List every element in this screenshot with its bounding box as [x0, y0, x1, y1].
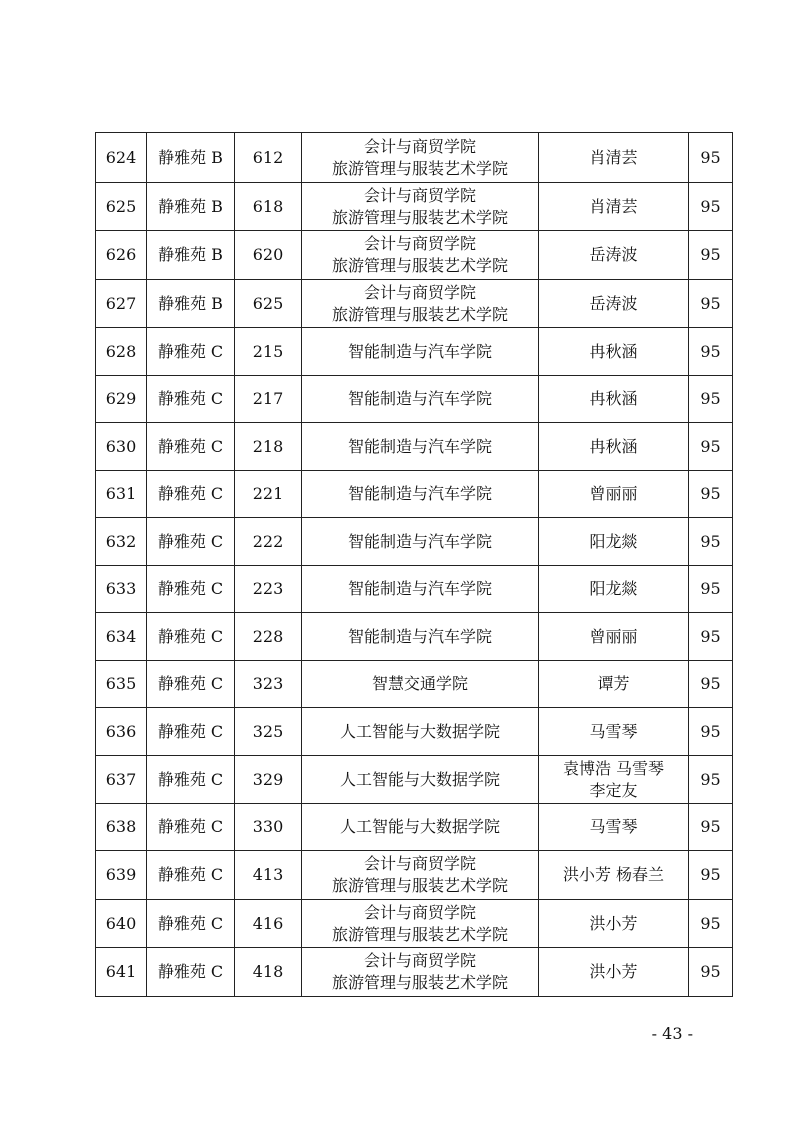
building-cell — [147, 900, 235, 948]
building-cell — [147, 183, 235, 231]
college-cell-text: 会计与商贸学院 旅游管理与服装艺术学院 — [331, 282, 508, 324]
room-number-cell-text: 221 — [252, 484, 284, 503]
college-cell — [302, 423, 539, 471]
building-cell-text: 静雅苑 B — [158, 196, 223, 216]
row-number-cell — [96, 133, 147, 183]
room-number-cell — [235, 280, 302, 328]
building-cell-text: 静雅苑 C — [157, 721, 224, 741]
college-cell — [302, 280, 539, 328]
score-cell — [689, 280, 733, 328]
building-cell — [147, 948, 235, 997]
page-number-text: - 43 - — [651, 1024, 693, 1043]
room-number-cell — [235, 708, 302, 756]
dormitory-score-table — [95, 132, 733, 997]
score-cell — [689, 566, 733, 613]
building-cell — [147, 133, 235, 183]
college-cell-text: 人工智能与大数据学院 — [339, 721, 500, 741]
room-number-cell — [235, 231, 302, 280]
score-cell — [689, 376, 733, 423]
room-number-cell-text: 418 — [252, 962, 284, 981]
row-number-cell — [96, 756, 147, 804]
teacher-cell-text: 冉秋涵 — [589, 389, 638, 408]
college-cell — [302, 661, 539, 708]
row-number-cell-text: 633 — [105, 579, 137, 598]
college-cell-text: 智能制造与汽车学院 — [347, 389, 492, 408]
row-number-cell-text: 625 — [105, 196, 137, 216]
college-cell-text: 智慧交通学院 — [371, 674, 468, 693]
score-cell-text: 95 — [700, 389, 721, 408]
room-number-cell — [235, 133, 302, 183]
row-number-cell — [96, 804, 147, 851]
building-cell-text: 静雅苑 C — [157, 436, 224, 456]
table-row — [96, 231, 733, 280]
room-number-cell — [235, 804, 302, 851]
teacher-cell-text: 阳龙燚 — [589, 579, 638, 598]
building-cell — [147, 280, 235, 328]
college-cell-text: 会计与商贸学院 旅游管理与服装艺术学院 — [331, 951, 508, 992]
college-cell-text: 智能制造与汽车学院 — [347, 579, 492, 598]
room-number-cell — [235, 423, 302, 471]
college-cell-text: 会计与商贸学院 旅游管理与服装艺术学院 — [331, 902, 508, 944]
score-cell-text: 95 — [700, 579, 721, 598]
building-cell-text: 静雅苑 C — [157, 341, 224, 361]
score-cell — [689, 133, 733, 183]
score-cell — [689, 900, 733, 948]
row-number-cell — [96, 183, 147, 231]
row-number-cell-text: 630 — [105, 436, 137, 456]
row-number-cell — [96, 900, 147, 948]
room-number-cell-text: 625 — [252, 293, 284, 313]
college-cell-text: 人工智能与大数据学院 — [339, 817, 500, 836]
score-cell — [689, 471, 733, 518]
building-cell — [147, 613, 235, 661]
room-number-cell — [235, 183, 302, 231]
table-row — [96, 133, 733, 183]
score-cell-text: 95 — [700, 436, 721, 456]
table-row — [96, 328, 733, 376]
teacher-cell — [539, 661, 689, 708]
teacher-cell — [539, 328, 689, 376]
row-number-cell-text: 627 — [105, 293, 137, 313]
row-number-cell — [96, 423, 147, 471]
score-cell-text: 95 — [700, 721, 721, 741]
college-cell — [302, 900, 539, 948]
college-cell-text: 智能制造与汽车学院 — [347, 626, 492, 646]
row-number-cell-text: 631 — [105, 484, 137, 503]
row-number-cell — [96, 851, 147, 900]
building-cell-text: 静雅苑 B — [158, 245, 223, 264]
teacher-cell-text: 马雪琴 — [589, 721, 638, 741]
building-cell — [147, 328, 235, 376]
score-cell — [689, 183, 733, 231]
score-cell — [689, 756, 733, 804]
table-row — [96, 183, 733, 231]
teacher-cell — [539, 708, 689, 756]
teacher-cell — [539, 280, 689, 328]
row-number-cell-text: 640 — [105, 913, 137, 933]
teacher-cell-text: 曾丽丽 — [589, 484, 638, 503]
table-row — [96, 804, 733, 851]
score-cell — [689, 804, 733, 851]
building-cell-text: 静雅苑 C — [157, 389, 224, 408]
college-cell — [302, 518, 539, 566]
teacher-cell — [539, 133, 689, 183]
college-cell — [302, 851, 539, 900]
score-cell-text: 95 — [700, 913, 721, 933]
row-number-cell — [96, 708, 147, 756]
teacher-cell — [539, 231, 689, 280]
score-cell-text: 95 — [700, 674, 721, 693]
room-number-cell — [235, 948, 302, 997]
college-cell-text: 人工智能与大数据学院 — [339, 769, 500, 789]
teacher-cell-text: 洪小芳 — [589, 962, 638, 981]
college-cell — [302, 756, 539, 804]
score-cell — [689, 661, 733, 708]
college-cell — [302, 948, 539, 997]
room-number-cell-text: 228 — [252, 626, 284, 646]
building-cell — [147, 804, 235, 851]
building-cell-text: 静雅苑 C — [157, 484, 224, 503]
building-cell — [147, 661, 235, 708]
score-cell-text: 95 — [700, 962, 721, 981]
row-number-cell — [96, 566, 147, 613]
building-cell-text: 静雅苑 C — [157, 769, 224, 789]
building-cell — [147, 708, 235, 756]
row-number-cell-text: 634 — [105, 626, 137, 646]
teacher-cell — [539, 423, 689, 471]
table-row — [96, 948, 733, 997]
college-cell-text: 智能制造与汽车学院 — [347, 436, 492, 456]
page-number — [0, 1024, 793, 1048]
building-cell — [147, 471, 235, 518]
row-number-cell — [96, 328, 147, 376]
teacher-cell — [539, 804, 689, 851]
row-number-cell-text: 629 — [105, 389, 137, 408]
score-cell-text: 95 — [700, 531, 721, 551]
score-cell-text: 95 — [700, 769, 721, 789]
table-row — [96, 566, 733, 613]
row-number-cell — [96, 518, 147, 566]
table-row — [96, 518, 733, 566]
score-cell — [689, 613, 733, 661]
college-cell — [302, 328, 539, 376]
teacher-cell — [539, 376, 689, 423]
score-cell-text: 95 — [700, 147, 721, 167]
room-number-cell — [235, 661, 302, 708]
college-cell — [302, 613, 539, 661]
score-cell — [689, 518, 733, 566]
room-number-cell-text: 329 — [252, 769, 284, 789]
teacher-cell — [539, 948, 689, 997]
score-cell-text: 95 — [700, 196, 721, 216]
building-cell — [147, 756, 235, 804]
row-number-cell-text: 635 — [105, 674, 137, 693]
room-number-cell-text: 323 — [252, 674, 284, 693]
teacher-cell-text: 马雪琴 — [589, 817, 638, 836]
teacher-cell — [539, 756, 689, 804]
score-cell — [689, 948, 733, 997]
score-cell — [689, 851, 733, 900]
row-number-cell — [96, 948, 147, 997]
building-cell — [147, 376, 235, 423]
teacher-cell-text: 冉秋涵 — [589, 341, 638, 361]
building-cell-text: 静雅苑 B — [158, 147, 223, 167]
room-number-cell-text: 620 — [252, 245, 284, 264]
teacher-cell — [539, 183, 689, 231]
teacher-cell-text: 阳龙燚 — [589, 531, 638, 551]
building-cell-text: 静雅苑 C — [157, 579, 224, 598]
table-body — [96, 133, 733, 997]
college-cell — [302, 376, 539, 423]
row-number-cell — [96, 613, 147, 661]
college-cell-text: 会计与商贸学院 旅游管理与服装艺术学院 — [331, 136, 508, 178]
room-number-cell-text: 413 — [252, 865, 284, 884]
row-number-cell — [96, 376, 147, 423]
building-cell — [147, 851, 235, 900]
room-number-cell-text: 217 — [252, 389, 284, 408]
table-row — [96, 423, 733, 471]
teacher-cell — [539, 900, 689, 948]
teacher-cell-text: 袁博浩 马雪琴 李定友 — [562, 758, 665, 800]
row-number-cell — [96, 231, 147, 280]
score-cell-text: 95 — [700, 484, 721, 503]
teacher-cell-text: 冉秋涵 — [589, 436, 638, 456]
teacher-cell — [539, 471, 689, 518]
building-cell-text: 静雅苑 B — [158, 293, 223, 313]
college-cell — [302, 183, 539, 231]
teacher-cell — [539, 518, 689, 566]
teacher-cell — [539, 851, 689, 900]
building-cell-text: 静雅苑 C — [157, 674, 224, 693]
row-number-cell-text: 641 — [105, 962, 137, 981]
room-number-cell — [235, 900, 302, 948]
room-number-cell-text: 325 — [252, 721, 284, 741]
room-number-cell — [235, 328, 302, 376]
college-cell-text: 智能制造与汽车学院 — [347, 531, 492, 551]
teacher-cell-text: 岳涛波 — [589, 293, 638, 313]
row-number-cell — [96, 661, 147, 708]
score-cell-text: 95 — [700, 865, 721, 884]
row-number-cell-text: 637 — [105, 769, 137, 789]
college-cell-text: 智能制造与汽车学院 — [347, 341, 492, 361]
room-number-cell-text: 222 — [252, 531, 284, 551]
room-number-cell — [235, 518, 302, 566]
row-number-cell-text: 624 — [105, 147, 137, 167]
room-number-cell — [235, 756, 302, 804]
score-cell — [689, 328, 733, 376]
score-cell — [689, 231, 733, 280]
room-number-cell-text: 215 — [252, 341, 284, 361]
teacher-cell-text: 曾丽丽 — [589, 626, 638, 646]
table-row — [96, 613, 733, 661]
room-number-cell-text: 223 — [252, 579, 284, 598]
teacher-cell — [539, 566, 689, 613]
room-number-cell-text: 416 — [252, 913, 284, 933]
row-number-cell-text: 639 — [105, 865, 137, 884]
building-cell — [147, 231, 235, 280]
table-row — [96, 280, 733, 328]
building-cell — [147, 518, 235, 566]
teacher-cell-text: 洪小芳 杨春兰 — [562, 865, 665, 884]
college-cell — [302, 231, 539, 280]
building-cell-text: 静雅苑 C — [157, 962, 224, 981]
score-cell-text: 95 — [700, 245, 721, 264]
table-row — [96, 376, 733, 423]
room-number-cell — [235, 851, 302, 900]
teacher-cell-text: 谭芳 — [597, 674, 630, 693]
teacher-cell-text: 肖清芸 — [589, 147, 638, 167]
college-cell-text: 会计与商贸学院 旅游管理与服装艺术学院 — [331, 185, 508, 227]
room-number-cell — [235, 471, 302, 518]
building-cell-text: 静雅苑 C — [157, 817, 224, 836]
room-number-cell-text: 330 — [252, 817, 284, 836]
college-cell — [302, 708, 539, 756]
building-cell-text: 静雅苑 C — [157, 626, 224, 646]
table-row — [96, 851, 733, 900]
building-cell-text: 静雅苑 C — [157, 531, 224, 551]
teacher-cell-text: 肖清芸 — [589, 196, 638, 216]
score-cell-text: 95 — [700, 626, 721, 646]
college-cell — [302, 133, 539, 183]
table-row — [96, 756, 733, 804]
room-number-cell-text: 618 — [252, 196, 284, 216]
room-number-cell — [235, 566, 302, 613]
score-cell-text: 95 — [700, 817, 721, 836]
room-number-cell-text: 612 — [252, 147, 284, 167]
row-number-cell-text: 638 — [105, 817, 137, 836]
teacher-cell — [539, 613, 689, 661]
score-cell-text: 95 — [700, 341, 721, 361]
room-number-cell-text: 218 — [252, 436, 284, 456]
row-number-cell — [96, 471, 147, 518]
room-number-cell — [235, 376, 302, 423]
table-row — [96, 661, 733, 708]
teacher-cell-text: 洪小芳 — [589, 913, 638, 933]
table-row — [96, 708, 733, 756]
college-cell-text: 会计与商贸学院 旅游管理与服装艺术学院 — [331, 854, 508, 895]
table-row — [96, 471, 733, 518]
building-cell-text: 静雅苑 C — [157, 865, 224, 884]
score-cell — [689, 423, 733, 471]
college-cell-text: 智能制造与汽车学院 — [347, 484, 492, 503]
college-cell-text: 会计与商贸学院 旅游管理与服装艺术学院 — [331, 234, 508, 275]
row-number-cell-text: 636 — [105, 721, 137, 741]
building-cell-text: 静雅苑 C — [157, 913, 224, 933]
score-cell — [689, 708, 733, 756]
teacher-cell-text: 岳涛波 — [589, 245, 638, 264]
row-number-cell-text: 626 — [105, 245, 137, 264]
row-number-cell — [96, 280, 147, 328]
table-row — [96, 900, 733, 948]
row-number-cell-text: 628 — [105, 341, 137, 361]
row-number-cell-text: 632 — [105, 531, 137, 551]
building-cell — [147, 423, 235, 471]
college-cell — [302, 471, 539, 518]
building-cell — [147, 566, 235, 613]
college-cell — [302, 804, 539, 851]
college-cell — [302, 566, 539, 613]
score-cell-text: 95 — [700, 293, 721, 313]
room-number-cell — [235, 613, 302, 661]
